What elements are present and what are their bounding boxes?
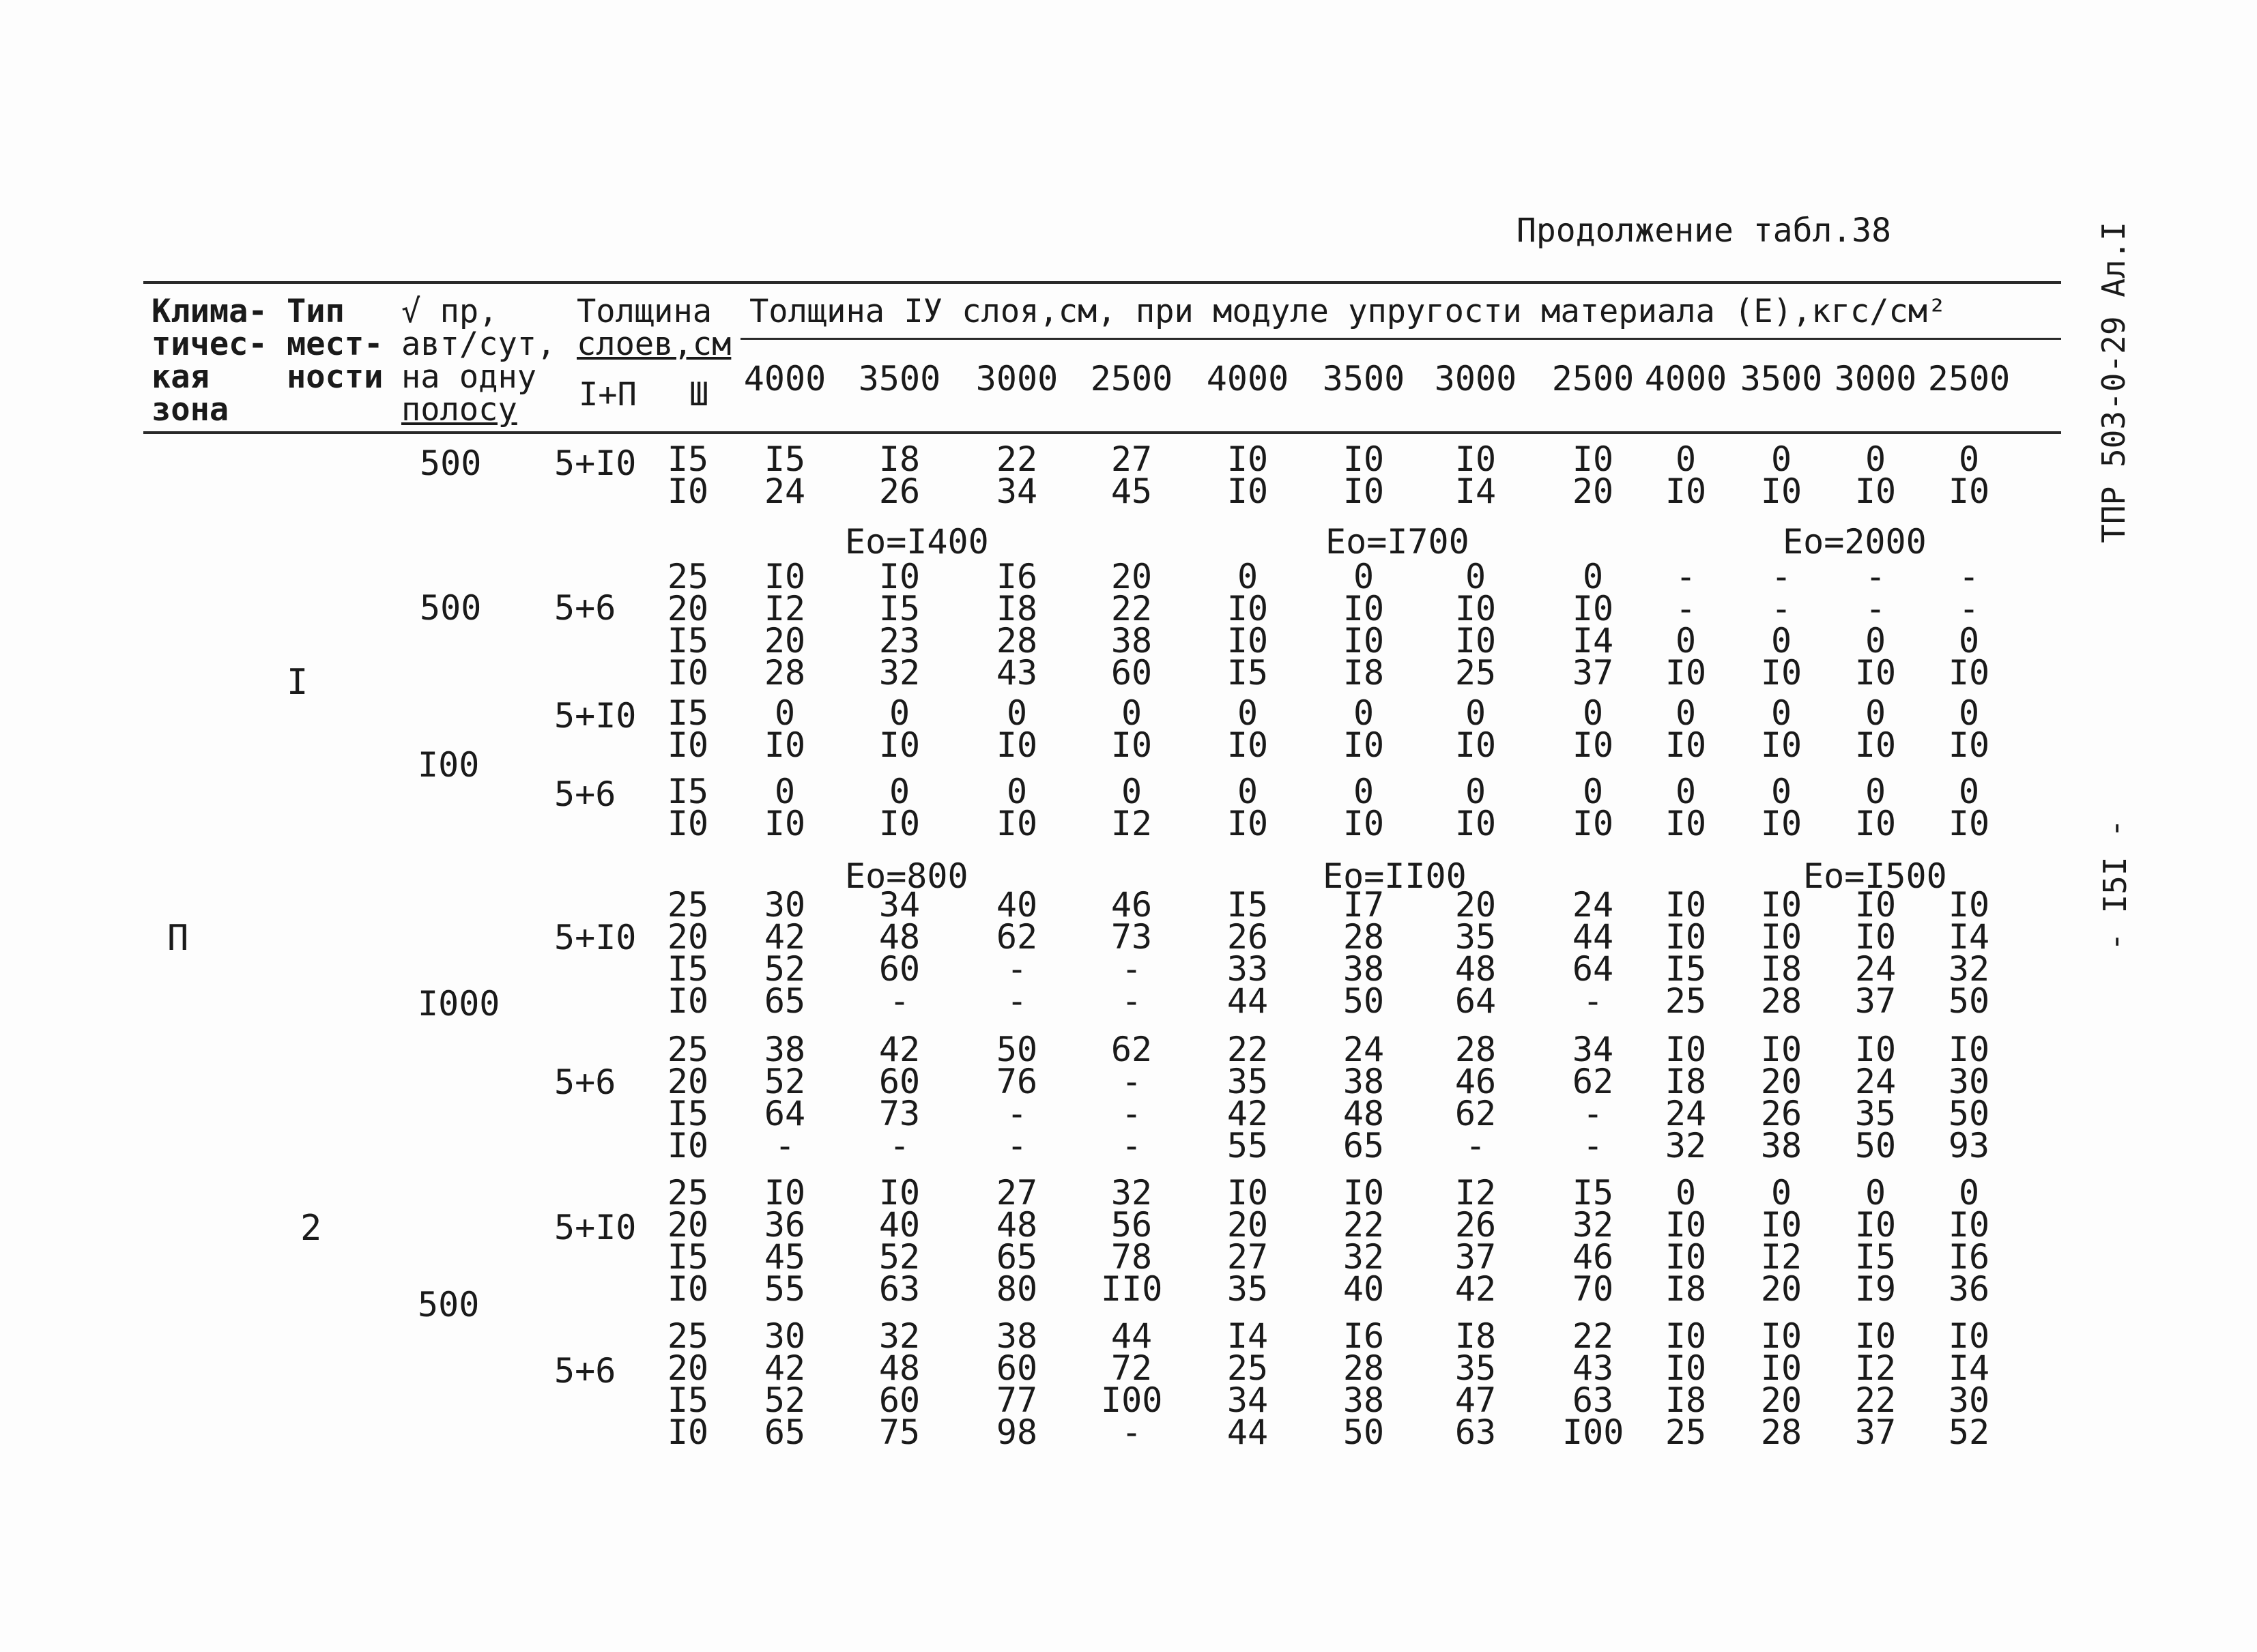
table-cell: I6 I8 28 43 (996, 557, 1038, 693)
table-cell: 34 48 60 - (878, 885, 921, 1021)
table-cell: 34 62 - - (1572, 1030, 1614, 1165)
table-cell: 0 I0 I5 I9 (1854, 1173, 1897, 1309)
table-cell: 38 60 77 98 (996, 1316, 1038, 1452)
table-cell: 38 52 64 - (764, 1030, 806, 1165)
table-cell: I0 30 50 93 (1948, 1030, 1990, 1165)
table-cell: I5 26 33 44 (1226, 885, 1269, 1021)
table-cell: 0 I0 (1454, 772, 1497, 843)
table-cell: 0 I0 (1572, 693, 1614, 765)
eo-label: Eo=800 (845, 856, 968, 896)
table-cell: 20 35 48 64 (1454, 885, 1497, 1021)
table-cell: 28 46 62 - (1454, 1030, 1497, 1165)
table-cell: 32 56 78 II0 (1101, 1173, 1163, 1309)
table-cell: I0 I0 24 37 (1854, 885, 1897, 1021)
layer-combo: 5+I0 (554, 444, 637, 483)
document-code: ТПР 503-0-29 Ал.I (2095, 222, 2132, 543)
layer3-thickness: I5 I0 (667, 439, 709, 511)
table-cell: 0 I0 (1226, 772, 1269, 843)
table-cell: 0 I0 (1948, 772, 1990, 843)
layer-combo: 5+6 (554, 588, 616, 628)
table-cell: I4 25 34 44 (1226, 1316, 1269, 1452)
table-cell: 0 I0 (1572, 772, 1614, 843)
table-cell: I0 I5 23 32 (878, 557, 921, 693)
layer3-thickness: 25 20 I5 I0 (667, 885, 709, 1021)
table-cell: 0 I0 (1665, 439, 1707, 511)
header-climate-zone: Клима- тичес- кая зона (152, 293, 268, 429)
table-cell: I0 I2 20 28 (764, 557, 806, 693)
table-cell: 0 I0 I0 I8 (1665, 1173, 1707, 1309)
table-cell: 0 I0 (1454, 693, 1497, 765)
table-cell: 0 I0 (1665, 772, 1707, 843)
e-value-header: 3500 (1322, 359, 1405, 398)
table-cell: 40 62 - - (996, 885, 1038, 1021)
header-mid-rule (741, 338, 2061, 340)
eo-label: Eo=I700 (1325, 522, 1469, 562)
table-cell: 44 72 I00 - (1101, 1316, 1163, 1452)
table-cell: I0 36 45 55 (764, 1173, 806, 1309)
table-cell: I0 20 26 38 (1760, 1030, 1802, 1165)
table-cell: 0 I0 I4 37 (1572, 557, 1614, 693)
layer3-thickness: 25 20 I5 I0 (667, 557, 709, 693)
table-cell: 46 73 - - (1110, 885, 1153, 1021)
e-value-header: 4000 (743, 359, 826, 398)
table-cell: I0 I0 (1342, 439, 1385, 511)
e-value-header: 3500 (1740, 359, 1823, 398)
table-cell: I0 I4 32 50 (1948, 885, 1990, 1021)
traffic-value: I000 (418, 984, 500, 1024)
table-cell: 20 22 38 60 (1110, 557, 1153, 693)
layer-combo: 5+6 (554, 1351, 616, 1391)
table-cell: I0 I4 (1454, 439, 1497, 511)
table-cell: 42 60 73 - (878, 1030, 921, 1165)
table-cell: I0 40 52 63 (878, 1173, 921, 1309)
header-traffic: √ пр, авт/сут, на одну полосу (401, 293, 556, 429)
table-cell: 0 I0 (1854, 772, 1897, 843)
table-cell: 24 38 48 65 (1342, 1030, 1385, 1165)
table-cell: 30 42 52 65 (764, 885, 806, 1021)
table-cell: I6 28 38 50 (1342, 1316, 1385, 1452)
layer-combo: 5+6 (554, 1062, 616, 1102)
table-cell: 0 I0 (1760, 772, 1802, 843)
table-cell: 0 I0 (996, 693, 1038, 765)
e-value-header: 3500 (858, 359, 941, 398)
table-cell: I0 I4 30 52 (1948, 1316, 1990, 1452)
table-top-rule (143, 281, 2061, 284)
table-cell: 0 I0 I2 20 (1760, 1173, 1802, 1309)
header-layer-thickness: Толщина слоев,см (577, 293, 732, 363)
table-cell: I0 20 (1572, 439, 1614, 511)
table-cell: 0 I0 (1110, 693, 1153, 765)
table-cell: 0 I0 (1226, 693, 1269, 765)
header-terrain-type: Тип мест- ности (287, 293, 384, 396)
table-cell: I0 20 27 35 (1226, 1173, 1269, 1309)
header-bottom-rule (143, 431, 2061, 434)
table-cell: - - 0 I0 (1760, 557, 1802, 693)
table-cell: 30 42 52 65 (764, 1316, 806, 1452)
table-cell: I0 I0 (1226, 439, 1269, 511)
table-cell: - - 0 I0 (1665, 557, 1707, 693)
layer-combo: 5+I0 (554, 696, 637, 736)
header-span-title: Толщина IУ слоя,см, при модуле упругости материала (Е),кгс/см² (749, 293, 1947, 330)
e-value-header: 2500 (1090, 359, 1173, 398)
table-cell: 62 - - - (1110, 1030, 1153, 1165)
table-cell: 24 44 64 - (1572, 885, 1614, 1021)
header-layer-3: Ш (689, 376, 709, 414)
e-value-header: 3000 (1434, 359, 1517, 398)
table-cell: 0 I0 (1342, 772, 1385, 843)
table-cell: I8 35 47 63 (1454, 1316, 1497, 1452)
table-cell: I7 28 38 50 (1342, 885, 1385, 1021)
table-cell: - - 0 I0 (1854, 557, 1897, 693)
table-cell: I0 I2 22 37 (1854, 1316, 1897, 1452)
table-cell: 27 45 (1110, 439, 1153, 511)
layer-combo: 5+6 (554, 774, 616, 814)
traffic-value: 500 (418, 1285, 480, 1324)
e-value-header: 2500 (1551, 359, 1635, 398)
table-cell: 22 35 42 55 (1226, 1030, 1269, 1165)
table-cell: 22 43 63 I00 (1562, 1316, 1624, 1452)
traffic-value: 500 (420, 588, 482, 628)
layer-combo: 5+I0 (554, 918, 637, 957)
continuation-title: Продолжение табл.38 (1516, 212, 1892, 250)
layer3-thickness: I5 I0 (667, 693, 709, 765)
table-cell: 0 I0 (764, 772, 806, 843)
table-cell: 0 I0 (1948, 439, 1990, 511)
table-cell: 0 I0 (1854, 693, 1897, 765)
table-cell: 0 I0 I0 I5 (1226, 557, 1269, 693)
table-cell: I5 32 46 70 (1572, 1173, 1614, 1309)
table-cell: 0 I0 (996, 772, 1038, 843)
table-cell: I0 I0 20 28 (1760, 1316, 1802, 1452)
e-value-header: 3000 (975, 359, 1059, 398)
layer-combo: 5+I0 (554, 1208, 637, 1247)
table-cell: 0 I0 I6 36 (1948, 1173, 1990, 1309)
climate-zone-2: П (167, 918, 189, 959)
table-cell: 27 48 65 80 (996, 1173, 1038, 1309)
table-cell: I0 22 32 40 (1342, 1173, 1385, 1309)
table-cell: 0 I0 (1665, 693, 1707, 765)
layer3-thickness: 25 20 I5 I0 (667, 1030, 709, 1165)
table-cell: 0 I0 I0 25 (1454, 557, 1497, 693)
table-cell: 0 I0 (1760, 693, 1802, 765)
terrain-type-2: 2 (300, 1208, 322, 1249)
e-value-header: 4000 (1644, 359, 1727, 398)
eo-label: Eo=I400 (845, 522, 989, 562)
table-cell: I0 I0 I8 25 (1665, 1316, 1707, 1452)
layer3-thickness: I5 I0 (667, 772, 709, 843)
table-cell: 0 I0 (1760, 439, 1802, 511)
table-cell: I0 24 35 50 (1854, 1030, 1897, 1165)
table-cell: 0 I0 (764, 693, 806, 765)
traffic-value: I00 (418, 745, 480, 785)
table-cell: - - 0 I0 (1948, 557, 1990, 693)
e-value-header: 3000 (1834, 359, 1917, 398)
table-cell: I0 I8 24 32 (1665, 1030, 1707, 1165)
eo-label: Eo=II00 (1323, 856, 1467, 896)
table-cell: I0 I0 I8 28 (1760, 885, 1802, 1021)
e-value-header: 2500 (1927, 359, 2011, 398)
terrain-type-1: I (287, 662, 308, 703)
table-cell: 32 48 60 75 (878, 1316, 921, 1452)
table-cell: 0 I0 (1948, 693, 1990, 765)
layer3-thickness: 25 20 I5 I0 (667, 1316, 709, 1452)
table-cell: 22 34 (996, 439, 1038, 511)
table-cell: I2 26 37 42 (1454, 1173, 1497, 1309)
traffic-value: 500 (420, 444, 482, 483)
table-cell: 50 76 - - (996, 1030, 1038, 1165)
table-cell: I5 24 (764, 439, 806, 511)
table-cell: 0 I0 (878, 772, 921, 843)
e-value-header: 4000 (1206, 359, 1289, 398)
table-cell: I0 I0 I5 25 (1665, 885, 1707, 1021)
page-number: - I5I - (2097, 819, 2133, 951)
table-cell: 0 I0 (1854, 439, 1897, 511)
table-cell: 0 I0 I0 I8 (1342, 557, 1385, 693)
table-cell: 0 I2 (1110, 772, 1153, 843)
eo-label: Eo=2000 (1783, 522, 1927, 562)
table-cell: 0 I0 (1342, 693, 1385, 765)
table-cell: I8 26 (878, 439, 921, 511)
table-cell: 0 I0 (878, 693, 921, 765)
layer3-thickness: 25 20 I5 I0 (667, 1173, 709, 1309)
header-layers-1-2: I+П (579, 376, 637, 414)
eo-label: Eo=I500 (1803, 856, 1947, 896)
